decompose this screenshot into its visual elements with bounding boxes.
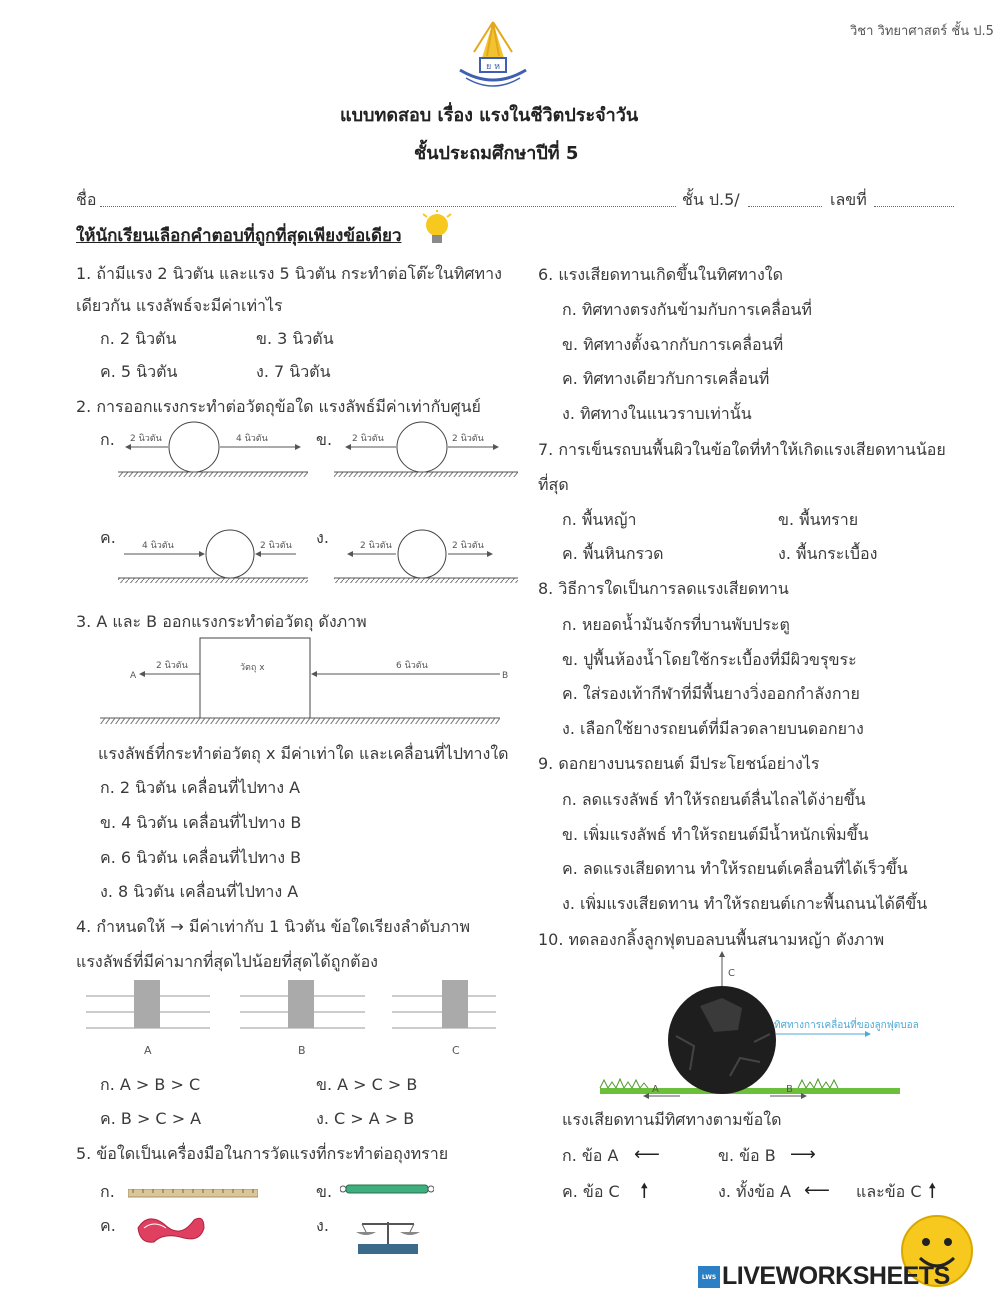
q2-label-c[interactable]: ค. — [100, 528, 116, 547]
q2c-left-force: 4 นิวตัน — [142, 541, 174, 551]
q4-diagram-b — [240, 980, 365, 1057]
q3-box-label: วัตถุ x — [240, 663, 265, 673]
q3-option-d[interactable]: ง. 8 นิวตัน เคลื่อนที่ไปทาง A — [100, 882, 299, 901]
q7-option-d[interactable]: ง. พื้นกระเบื้อง — [778, 544, 878, 563]
q3-point-b: B — [502, 671, 509, 681]
q8-option-d[interactable]: ง. เลือกใช้ยางรถยนต์ที่มีลวดลายบนดอกยาง — [562, 719, 864, 738]
q5-label-b[interactable]: ข. — [316, 1182, 333, 1201]
q10-label-b: B — [786, 1084, 793, 1095]
name-field[interactable] — [100, 206, 676, 207]
liveworksheets-brand[interactable]: LIVEWORKSHEETS — [722, 1262, 950, 1290]
q3-question: แรงลัพธ์ที่กระทำต่อวัตถุ x มีค่าเท่าใด และเคลื่อนที่ไปทางใด — [98, 744, 509, 763]
q1-text-line1: 1. ถ้ามีแรง 2 นิวตัน และแรง 5 นิวตัน กระทำต่อโต๊ะในทิศทาง — [76, 264, 502, 283]
q6-option-d[interactable]: ง. ทิศทางในแนวราบเท่านั้น — [562, 404, 752, 423]
q7-text-line1: 7. การเข็นรถบนพื้นผิวในข้อใดที่ทำให้เกิดแรงเสียดทานน้อย — [538, 440, 946, 459]
q6-text: 6. แรงเสียดทานเกิดขึ้นในทิศทางใด — [538, 265, 783, 284]
q10-motion-label: ทิศทางการเคลื่อนที่ของลูกฟุตบอล — [774, 1020, 919, 1031]
page-subtitle: ชั้นประถมศึกษาปีที่ 5 — [414, 143, 579, 164]
q4-label-c: C — [452, 1044, 460, 1057]
q2d-right-force: 2 นิวตัน — [452, 541, 484, 551]
page-title: แบบทดสอบ เรื่อง แรงในชีวิตประจำวัน — [340, 105, 639, 126]
q6-option-c[interactable]: ค. ทิศทางเดียวกับการเคลื่อนที่ — [562, 369, 770, 388]
number-label: เลขที่ — [830, 190, 867, 209]
q2a-left-force: 2 นิวตัน — [130, 434, 162, 444]
q10-option-c[interactable]: ค. ข้อ C — [562, 1182, 620, 1201]
q2-label-b[interactable]: ข. — [316, 430, 333, 449]
spring-scale-image — [340, 1181, 434, 1195]
class-label: ชั้น ป.5/ — [682, 190, 740, 209]
q2-diagrams — [118, 412, 518, 598]
q10-diagram — [580, 946, 960, 1104]
class-field[interactable] — [748, 206, 822, 207]
q2d-left-force: 2 นิวตัน — [360, 541, 392, 551]
q4-text-line2: แรงลัพธ์ที่มีค่ามากที่สุดไปน้อยที่สุดได้ถูกต้อง — [76, 952, 378, 971]
q9-option-d[interactable]: ง. เพิ่มแรงเสียดทาน ทำให้รถยนต์เกาะพื้นถนนได้ดีขึ้น — [562, 894, 928, 913]
q2-text: 2. การออกแรงกระทำต่อวัตถุข้อใด แรงลัพธ์มีค่าเท่ากับศูนย์ — [76, 397, 481, 416]
subject-label: วิชา วิทยาศาสตร์ ชั้น ป.5 — [850, 24, 994, 39]
q4-label-a: A — [144, 1044, 152, 1057]
q1-option-c[interactable]: ค. 5 นิวตัน — [100, 362, 178, 381]
q8-text: 8. วิธีการใดเป็นการลดแรงเสียดทาน — [538, 579, 789, 598]
liveworksheets-logo-icon — [698, 1266, 720, 1288]
q9-option-c[interactable]: ค. ลดแรงเสียดทาน ทำให้รถยนต์เคลื่อนที่ได้เร็วขึ้น — [562, 859, 908, 878]
q6-option-b[interactable]: ข. ทิศทางตั้งฉากกับการเคลื่อนที่ — [562, 335, 784, 354]
q2-label-a[interactable]: ก. — [100, 430, 115, 449]
q5-label-d[interactable]: ง. — [316, 1216, 329, 1235]
q4-option-d[interactable]: ง. C > A > B — [316, 1109, 415, 1128]
q2-label-d[interactable]: ง. — [316, 528, 329, 547]
q10-label-a: A — [652, 1084, 659, 1095]
q8-option-a[interactable]: ก. หยอดน้ำมันจักรที่บานพับประตู — [562, 615, 790, 634]
q4-text-line1: 4. กำหนดให้ → มีค่าเท่ากับ 1 นิวตัน ข้อใดเรียงลำดับภาพ — [76, 917, 471, 936]
lightbulb-icon — [420, 210, 454, 250]
q10-option-b[interactable]: ข. ข้อ B — [718, 1146, 776, 1165]
q4-diagram-c — [392, 980, 496, 1057]
q10-option-d[interactable]: ง. ทั้งข้อ A — [718, 1182, 791, 1201]
q7-text-line2: ที่สุด — [538, 475, 569, 494]
q10-option-d-second: และข้อ C — [856, 1182, 922, 1201]
tape-measure-image — [134, 1210, 208, 1246]
q9-option-b[interactable]: ข. เพิ่มแรงลัพธ์ ทำให้รถยนต์มีน้ำหนักเพิ่มขึ้น — [562, 825, 869, 844]
q5-label-a[interactable]: ก. — [100, 1182, 115, 1201]
school-logo — [452, 18, 534, 90]
q3-option-c[interactable]: ค. 6 นิวตัน เคลื่อนที่ไปทาง B — [100, 848, 302, 867]
ruler-image — [128, 1184, 258, 1194]
q8-option-c[interactable]: ค. ใส่รองเท้ากีฬาที่มีพื้นยางวิ่งออกกำลังกาย — [562, 684, 860, 703]
q10-question: แรงเสียดทานมีทิศทางตามข้อใด — [562, 1110, 782, 1129]
q1-option-b[interactable]: ข. 3 นิวตัน — [256, 329, 334, 348]
balance-scale-image — [352, 1214, 424, 1256]
q4-label-b: B — [298, 1044, 306, 1057]
q3-left-force: 2 นิวตัน — [156, 661, 188, 671]
logo-text: ย ห — [485, 62, 501, 72]
q1-option-a[interactable]: ก. 2 นิวตัน — [100, 329, 177, 348]
name-label: ชื่อ — [76, 190, 97, 209]
brand-badge: LWS — [701, 1273, 717, 1281]
arrow-right-icon: ⟶ — [790, 1144, 816, 1165]
q1-text-line2: เดียวกัน แรงลัพธ์จะมีค่าเท่าไร — [76, 296, 283, 315]
q2-diagram-d — [334, 530, 518, 583]
q4-diagram-a — [86, 980, 210, 1057]
q2b-right-force: 2 นิวตัน — [452, 434, 484, 444]
number-field[interactable] — [874, 206, 954, 207]
arrow-up-icon: 🠕 — [640, 1178, 649, 1202]
q7-option-c[interactable]: ค. พื้นหินกรวด — [562, 544, 664, 563]
q7-option-a[interactable]: ก. พื้นหญ้า — [562, 510, 637, 529]
q9-text: 9. ดอกยางบนรถยนต์ มีประโยชน์อย่างไร — [538, 754, 820, 773]
q8-option-b[interactable]: ข. ปูพื้นห้องน้ำโดยใช้กระเบื้องที่มีผิวขรุขระ — [562, 650, 857, 669]
q4-option-b[interactable]: ข. A > C > B — [316, 1075, 418, 1094]
q10-label-c: C — [728, 968, 735, 979]
q3-right-force: 6 นิวตัน — [396, 661, 428, 671]
q3-diagram — [100, 634, 510, 734]
q7-option-b[interactable]: ข. พื้นทราย — [778, 510, 859, 529]
q4-diagrams — [80, 976, 500, 1060]
q3-point-a: A — [130, 671, 137, 681]
q2-diagram-c — [118, 530, 308, 583]
q4-option-a[interactable]: ก. A > B > C — [100, 1075, 201, 1094]
instruction: ให้นักเรียนเลือกคำตอบที่ถูกที่สุดเพียงข้อเดียว — [76, 226, 402, 246]
q2c-right-force: 2 นิวตัน — [260, 541, 292, 551]
q3-text: 3. A และ B ออกแรงกระทำต่อวัตถุ ดังภาพ — [76, 612, 367, 631]
q5-text: 5. ข้อใดเป็นเครื่องมือในการวัดแรงที่กระทำต่อถุงทราย — [76, 1144, 449, 1163]
q2-diagram-a — [118, 422, 308, 477]
q2b-left-force: 2 นิวตัน — [352, 434, 384, 444]
q2-diagram-b — [334, 422, 518, 477]
arrow-left-icon-2: ⟵ — [804, 1180, 830, 1201]
q3-option-a[interactable]: ก. 2 นิวตัน เคลื่อนที่ไปทาง A — [100, 778, 301, 797]
q1-option-d[interactable]: ง. 7 นิวตัน — [256, 362, 331, 381]
q5-label-c[interactable]: ค. — [100, 1216, 116, 1235]
q10-option-a[interactable]: ก. ข้อ A — [562, 1146, 619, 1165]
q10-text: 10. ทดลองกลิ้งลูกฟุตบอลบนพื้นสนามหญ้า ดังภาพ — [538, 930, 885, 949]
q3-option-b[interactable]: ข. 4 นิวตัน เคลื่อนที่ไปทาง B — [100, 813, 302, 832]
q4-option-c[interactable]: ค. B > C > A — [100, 1109, 202, 1128]
q2a-right-force: 4 นิวตัน — [236, 434, 268, 444]
arrow-left-icon: ⟵ — [634, 1144, 660, 1165]
q9-option-a[interactable]: ก. ลดแรงลัพธ์ ทำให้รถยนต์ลื่นไถลได้ง่ายขึ้น — [562, 790, 866, 809]
q6-option-a[interactable]: ก. ทิศทางตรงกันข้ามกับการเคลื่อนที่ — [562, 300, 812, 319]
arrow-up-icon-2: 🠕 — [928, 1178, 937, 1202]
